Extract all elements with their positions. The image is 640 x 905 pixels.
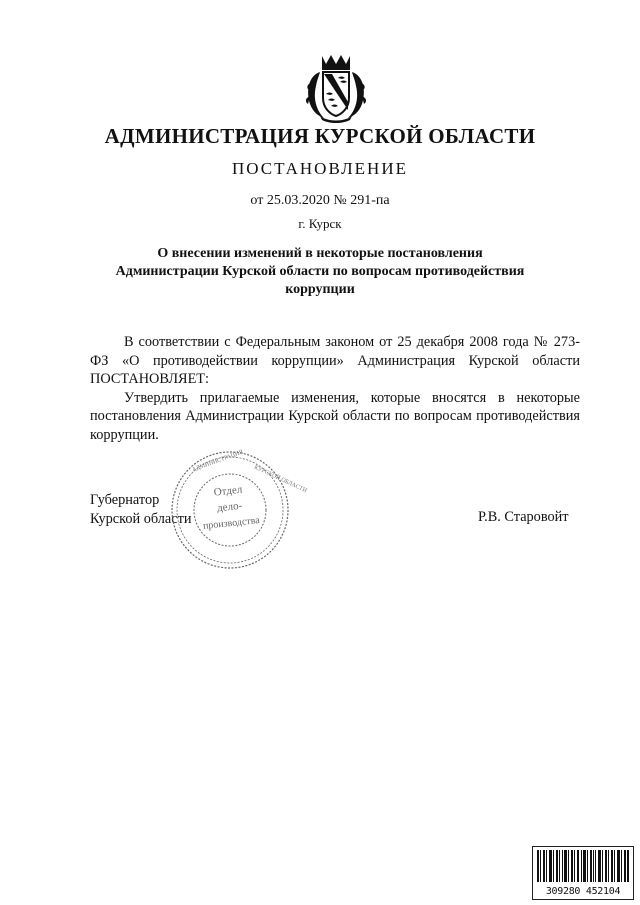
svg-text:АДМИНИСТРАЦИЯ: АДМИНИСТРАЦИЯ (191, 449, 244, 474)
svg-text:КУРСКОЙ ОБЛАСТИ: КУРСКОЙ ОБЛАСТИ (253, 464, 308, 495)
barcode-number: 309280 452104 (545, 886, 621, 897)
signatory-title-line: Курской области (90, 511, 192, 527)
subject-line: Администрации Курской области по вопросам противодействия (115, 264, 525, 279)
stamp-text: дело- (216, 499, 243, 515)
barcode-icon (537, 850, 629, 882)
coat-of-arms-icon (304, 52, 368, 124)
body-paragraph: Утвердить прилагаемые изменения, которые вносятся в некоторые постановления Администрации Курской области по вопросам противодействия коррупции. (90, 389, 580, 443)
document-type: ПОСТАНОВЛЕНИЕ (231, 159, 408, 178)
document-body (90, 333, 580, 444)
subject-line: О внесении изменений в некоторые постановления (157, 246, 483, 261)
subject-line: коррупции (285, 282, 355, 297)
document-date-number: от 25.03.2020 № 291-па (250, 193, 390, 208)
document-subject (100, 245, 540, 299)
stamp-text: производства (202, 514, 261, 532)
stamp-text: Отдел (213, 483, 243, 499)
document-city: г. Курск (298, 216, 342, 231)
body-paragraph: В соответствии с Федеральным законом от 25 декабря 2008 года № 273-ФЗ «О противодействии коррупции» Администрация Курской области ПОСТАНОВЛЯЕТ: (90, 334, 580, 387)
organization-name: АДМИНИСТРАЦИЯ КУРСКОЙ ОБЛАСТИ (104, 124, 536, 148)
signatory-name: Р.В. Старовойт (478, 509, 569, 525)
office-stamp-icon (168, 448, 308, 572)
barcode-label (532, 846, 634, 900)
signatory-title-line: Губернатор (90, 492, 160, 508)
